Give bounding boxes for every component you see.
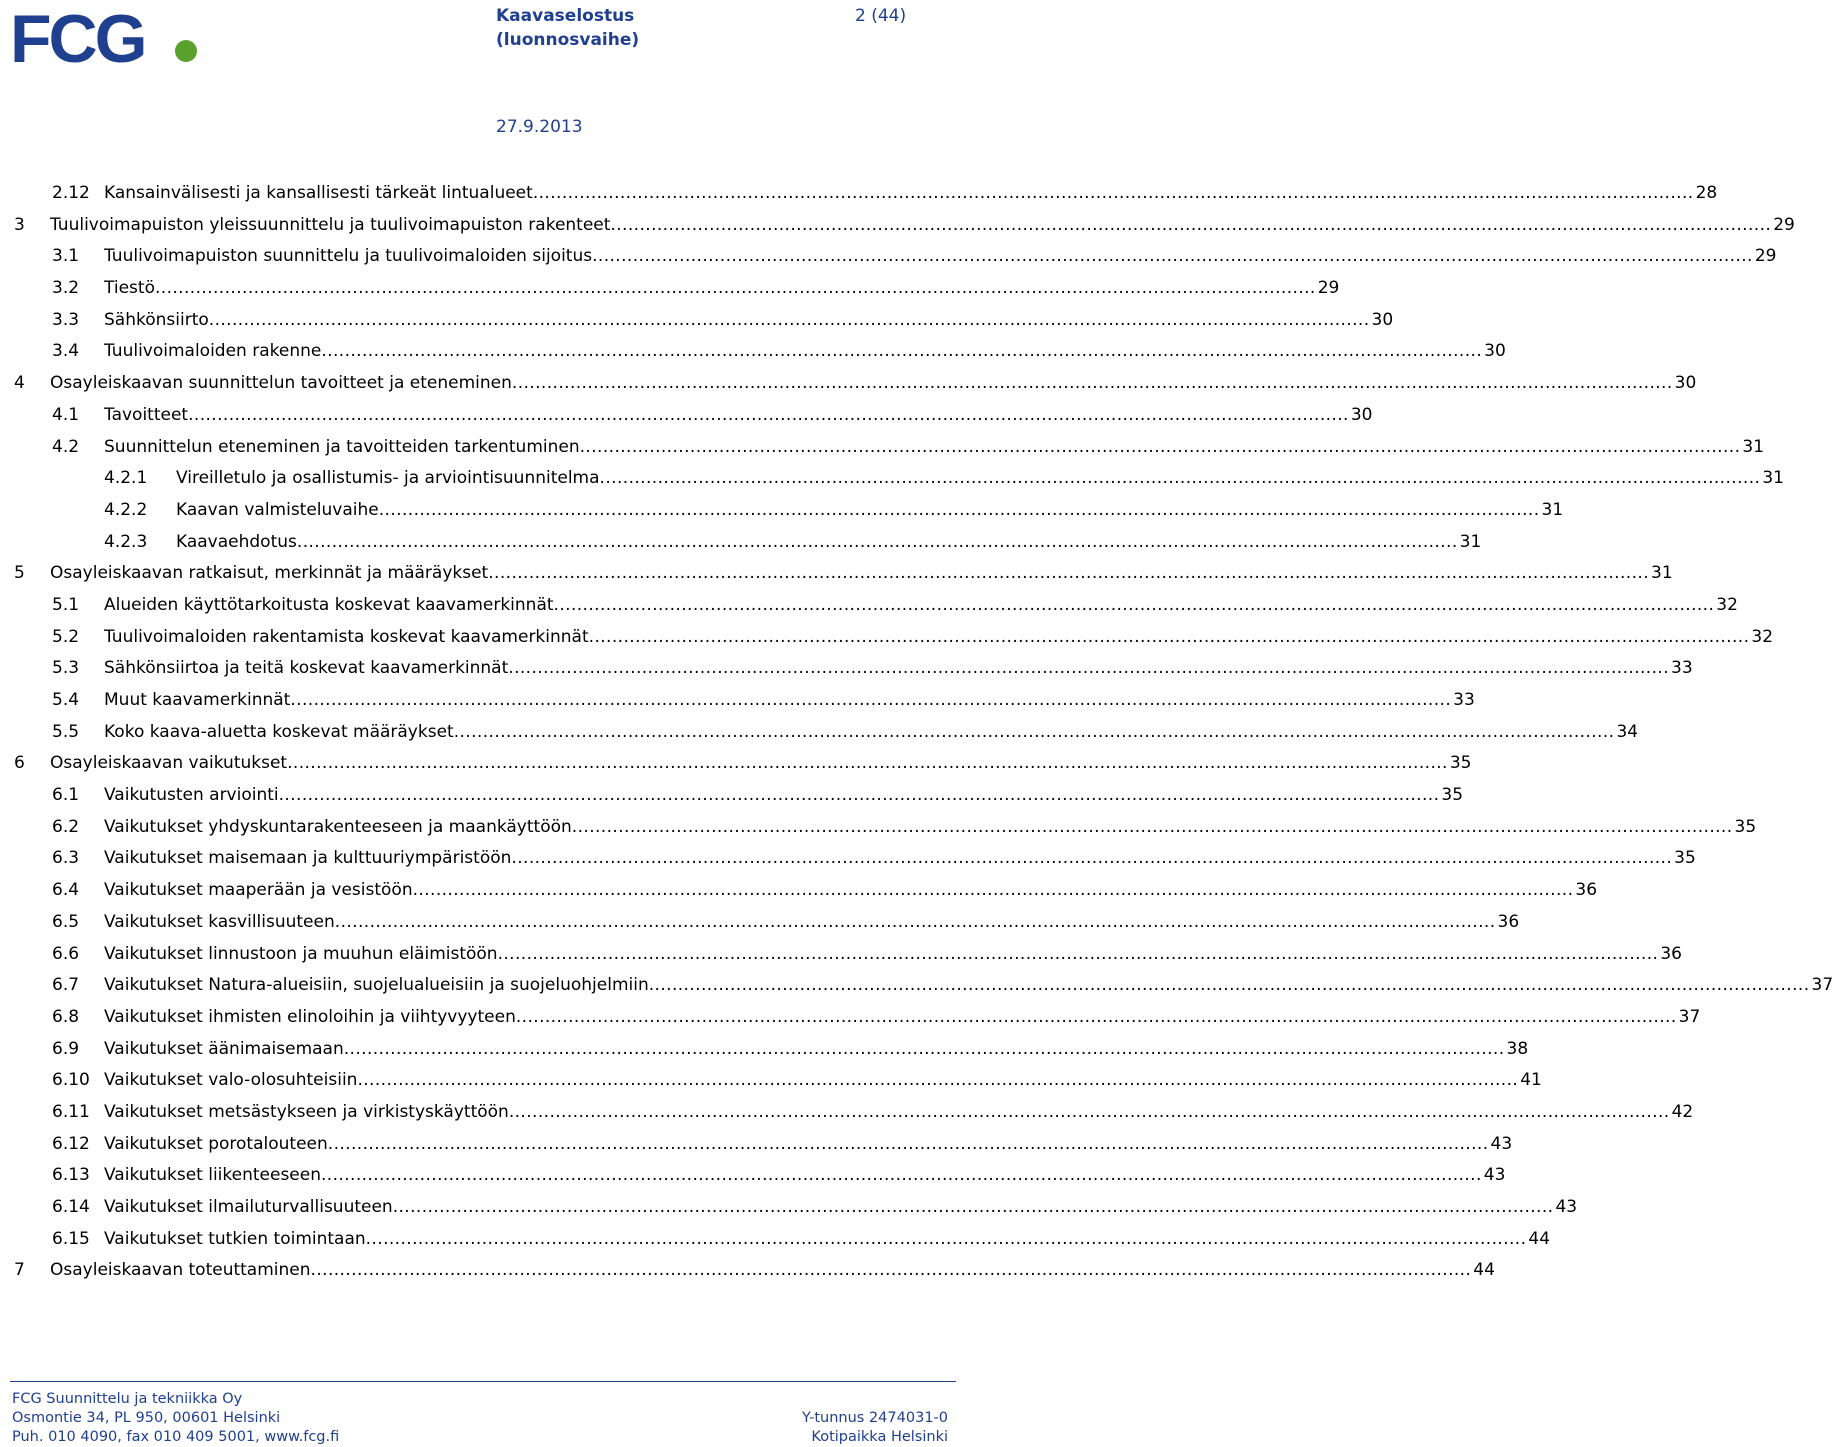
toc-entry-title: Sähkönsiirtoa ja teitä koskevat kaavamerkinnät <box>104 655 508 681</box>
toc-leader-dots: ........................................................................................................................................................................................................ <box>554 592 1715 618</box>
page-number: 2 (44) <box>855 6 906 26</box>
toc-entry-title: Vaikutukset tutkien toimintaan <box>104 1226 366 1252</box>
toc-leader-dots: ........................................................................................................................................................................................................ <box>357 1067 1518 1093</box>
toc-entry-page: 34 <box>1614 719 1638 745</box>
toc-entry-title: Tavoitteet <box>104 402 188 428</box>
toc-leader-dots: ........................................................................................................................................................................................................ <box>511 845 1672 871</box>
toc-entry-title: Vaikutukset liikenteeseen <box>104 1162 321 1188</box>
toc-entry-title: Vaikutukset äänimaisemaan <box>104 1036 344 1062</box>
toc-entry[interactable] <box>0 1131 960 1163</box>
toc-entry-number: 6.10 <box>52 1067 90 1093</box>
toc-leader-dots: ........................................................................................................................................................................................................ <box>321 338 1482 364</box>
toc-entry[interactable] <box>0 909 960 941</box>
toc-leader-dots: ........................................................................................................................................................................................................ <box>509 1099 1670 1125</box>
toc-entry[interactable] <box>0 1162 960 1194</box>
toc-entry-title: Vaikutusten arviointi <box>104 782 279 808</box>
toc-entry-number: 6.2 <box>52 814 79 840</box>
toc-entry-number: 5.5 <box>52 719 79 745</box>
toc-entry-page: 44 <box>1526 1226 1550 1252</box>
toc-leader-dots: ........................................................................................................................................................................................................ <box>413 877 1574 903</box>
footer <box>12 1390 948 1447</box>
toc-entry[interactable] <box>0 1226 960 1258</box>
toc-entry-title: Tuulivoimapuiston suunnittelu ja tuulivoimaloiden sijoitus <box>104 243 592 269</box>
toc-entry-title: Vaikutukset linnustoon ja muuhun eläimistöön <box>104 941 498 967</box>
toc-entry-number: 6.6 <box>52 941 79 967</box>
document-date: 27.9.2013 <box>496 117 583 137</box>
toc-entry-number: 6 <box>14 750 25 776</box>
toc-leader-dots: ........................................................................................................................................................................................................ <box>311 1257 1472 1283</box>
toc-entry[interactable] <box>0 529 960 561</box>
table-of-contents <box>0 180 960 1289</box>
toc-leader-dots: ........................................................................................................................................................................................................ <box>279 782 1440 808</box>
toc-entry-title: Vaikutukset kasvillisuuteen <box>104 909 335 935</box>
toc-entry-page: 30 <box>1349 402 1373 428</box>
toc-leader-dots: ........................................................................................................................................................................................................ <box>454 719 1615 745</box>
toc-entry-page: 38 <box>1505 1036 1529 1062</box>
toc-entry[interactable] <box>0 845 960 877</box>
toc-entry-number: 6.12 <box>52 1131 90 1157</box>
toc-entry-title: Tuulivoimaloiden rakenne <box>104 338 321 364</box>
toc-entry-title: Kaavaehdotus <box>176 529 297 555</box>
footer-address: Osmontie 34, PL 950, 00601 Helsinki <box>12 1409 948 1428</box>
toc-leader-dots: ........................................................................................................................................................................................................ <box>516 1004 1677 1030</box>
toc-leader-dots: ........................................................................................................................................................................................................ <box>297 529 1458 555</box>
toc-entry[interactable] <box>0 719 960 751</box>
toc-entry-title: Osayleiskaavan suunnittelun tavoitteet ja eteneminen <box>50 370 512 396</box>
toc-entry-title: Vaikutukset porotalouteen <box>104 1131 328 1157</box>
toc-entry-title: Kaavan valmisteluvaihe <box>176 497 379 523</box>
toc-entry[interactable] <box>0 592 960 624</box>
toc-entry-page: 42 <box>1670 1099 1694 1125</box>
toc-entry-title: Osayleiskaavan vaikutukset <box>50 750 287 776</box>
toc-entry-title: Vireilletulo ja osallistumis- ja arviointisuunnitelma <box>176 465 600 491</box>
toc-entry-number: 6.3 <box>52 845 79 871</box>
toc-entry-page: 29 <box>1771 212 1795 238</box>
toc-entry[interactable] <box>0 624 960 656</box>
toc-leader-dots: ........................................................................................................................................................................................................ <box>366 1226 1527 1252</box>
toc-entry-title: Suunnittelun eteneminen ja tavoitteiden tarkentuminen <box>104 434 580 460</box>
toc-entry-page: 28 <box>1694 180 1718 206</box>
toc-entry-page: 30 <box>1482 338 1506 364</box>
toc-entry-number: 2.12 <box>52 180 90 206</box>
toc-entry-page: 37 <box>1677 1004 1701 1030</box>
toc-entry-title: Vaikutukset ilmailuturvallisuuteen <box>104 1194 393 1220</box>
toc-leader-dots: ........................................................................................................................................................................................................ <box>488 560 1649 586</box>
toc-entry[interactable] <box>0 782 960 814</box>
toc-entry[interactable] <box>0 434 960 466</box>
toc-entry[interactable] <box>0 972 960 1004</box>
toc-leader-dots: ........................................................................................................................................................................................................ <box>321 1162 1482 1188</box>
toc-entry-number: 5.2 <box>52 624 79 650</box>
toc-leader-dots: ........................................................................................................................................................................................................ <box>580 434 1741 460</box>
toc-entry[interactable] <box>0 560 960 592</box>
toc-leader-dots: ........................................................................................................................................................................................................ <box>188 402 1349 428</box>
toc-entry[interactable] <box>0 655 960 687</box>
toc-entry[interactable] <box>0 941 960 973</box>
toc-entry-number: 4 <box>14 370 25 396</box>
toc-entry-page: 43 <box>1553 1194 1577 1220</box>
toc-entry-number: 5.4 <box>52 687 79 713</box>
toc-entry[interactable] <box>0 275 960 307</box>
toc-entry-page: 35 <box>1439 782 1463 808</box>
toc-entry-title: Vaikutukset ihmisten elinoloihin ja viihtyvyyteen <box>104 1004 516 1030</box>
toc-entry-title: Tiestö <box>104 275 155 301</box>
toc-leader-dots: ........................................................................................................................................................................................................ <box>533 180 1694 206</box>
toc-entry-page: 33 <box>1451 687 1475 713</box>
logo-dot-icon <box>175 40 197 62</box>
toc-entry-page: 31 <box>1760 465 1784 491</box>
toc-entry-number: 6.13 <box>52 1162 90 1188</box>
toc-entry[interactable] <box>0 1194 960 1226</box>
toc-entry-number: 4.2.2 <box>104 497 147 523</box>
toc-entry-page: 41 <box>1518 1067 1542 1093</box>
toc-entry[interactable] <box>0 465 960 497</box>
footer-company: FCG Suunnittelu ja tekniikka Oy <box>12 1390 948 1409</box>
footer-divider <box>10 1381 956 1382</box>
toc-entry-title: Vaikutukset yhdyskuntarakenteeseen ja maankäyttöön <box>104 814 572 840</box>
toc-entry-number: 5.1 <box>52 592 79 618</box>
toc-entry[interactable] <box>0 814 960 846</box>
toc-entry-number: 7 <box>14 1257 25 1283</box>
toc-leader-dots: ........................................................................................................................................................................................................ <box>572 814 1733 840</box>
toc-leader-dots: ........................................................................................................................................................................................................ <box>328 1131 1489 1157</box>
toc-leader-dots: ........................................................................................................................................................................................................ <box>287 750 1448 776</box>
toc-leader-dots: ........................................................................................................................................................................................................ <box>344 1036 1505 1062</box>
toc-leader-dots: ........................................................................................................................................................................................................ <box>512 370 1673 396</box>
toc-entry[interactable] <box>0 687 960 719</box>
toc-entry-page: 31 <box>1649 560 1673 586</box>
toc-leader-dots: ........................................................................................................................................................................................................ <box>155 275 1316 301</box>
toc-leader-dots: ........................................................................................................................................................................................................ <box>393 1194 1554 1220</box>
toc-entry-number: 6.11 <box>52 1099 90 1125</box>
toc-entry-page: 31 <box>1540 497 1564 523</box>
logo-text: FCG <box>10 1 145 77</box>
toc-entry-number: 3.4 <box>52 338 79 364</box>
footer-domicile: Kotipaikka Helsinki <box>811 1428 948 1447</box>
toc-entry-title: Vaikutukset Natura-alueisiin, suojelualueisiin ja suojeluohjelmiin <box>104 972 649 998</box>
toc-entry[interactable] <box>0 180 960 212</box>
toc-entry-title: Kansainvälisesti ja kansallisesti tärkeät lintualueet <box>104 180 533 206</box>
toc-leader-dots: ........................................................................................................................................................................................................ <box>290 687 1451 713</box>
toc-entry-page: 32 <box>1749 624 1773 650</box>
toc-entry[interactable] <box>0 212 960 244</box>
toc-leader-dots: ........................................................................................................................................................................................................ <box>589 624 1750 650</box>
toc-leader-dots: ........................................................................................................................................................................................................ <box>498 941 1659 967</box>
toc-entry-page: 31 <box>1740 434 1764 460</box>
toc-entry[interactable] <box>0 750 960 782</box>
toc-entry-number: 6.14 <box>52 1194 90 1220</box>
document-status: (luonnosvaihe) <box>496 30 639 50</box>
toc-leader-dots: ........................................................................................................................................................................................................ <box>592 243 1753 269</box>
toc-entry-number: 6.7 <box>52 972 79 998</box>
document-title: Kaavaselostus <box>496 6 634 26</box>
toc-entry-number: 6.5 <box>52 909 79 935</box>
toc-leader-dots: ........................................................................................................................................................................................................ <box>335 909 1496 935</box>
toc-leader-dots: ........................................................................................................................................................................................................ <box>600 465 1761 491</box>
toc-entry[interactable] <box>0 402 960 434</box>
toc-entry-title: Vaikutukset maisemaan ja kulttuuriympäristöön <box>104 845 511 871</box>
toc-entry[interactable] <box>0 1036 960 1068</box>
toc-entry-number: 3 <box>14 212 25 238</box>
toc-entry-title: Muut kaavamerkinnät <box>104 687 290 713</box>
toc-entry-page: 32 <box>1714 592 1738 618</box>
toc-leader-dots: ........................................................................................................................................................................................................ <box>209 307 1370 333</box>
toc-entry[interactable] <box>0 497 960 529</box>
toc-entry-title: Koko kaava-aluetta koskevat määräykset <box>104 719 454 745</box>
toc-entry-page: 36 <box>1496 909 1520 935</box>
toc-entry[interactable] <box>0 243 960 275</box>
toc-leader-dots: ........................................................................................................................................................................................................ <box>649 972 1810 998</box>
toc-entry-title: Vaikutukset valo-olosuhteisiin <box>104 1067 357 1093</box>
toc-entry-number: 3.2 <box>52 275 79 301</box>
toc-entry-number: 3.1 <box>52 243 79 269</box>
toc-entry-page: 43 <box>1482 1162 1506 1188</box>
toc-entry-title: Alueiden käyttötarkoitusta koskevat kaavamerkinnät <box>104 592 554 618</box>
toc-entry-title: Sähkönsiirto <box>104 307 209 333</box>
toc-leader-dots: ........................................................................................................................................................................................................ <box>610 212 1771 238</box>
toc-entry-page: 29 <box>1316 275 1340 301</box>
toc-entry-title: Tuulivoimaloiden rakentamista koskevat kaavamerkinnät <box>104 624 589 650</box>
toc-entry[interactable] <box>0 877 960 909</box>
toc-entry-page: 44 <box>1471 1257 1495 1283</box>
toc-entry[interactable] <box>0 370 960 402</box>
toc-entry-number: 4.2 <box>52 434 79 460</box>
toc-entry-title: Vaikutukset maaperään ja vesistöön <box>104 877 413 903</box>
toc-entry-number: 6.15 <box>52 1226 90 1252</box>
toc-entry-number: 3.3 <box>52 307 79 333</box>
footer-phone: Puh. 010 4090, fax 010 409 5001, www.fcg.fi <box>12 1428 948 1447</box>
toc-entry[interactable] <box>0 1004 960 1036</box>
toc-entry-number: 5.3 <box>52 655 79 681</box>
toc-entry-page: 37 <box>1810 972 1833 998</box>
toc-entry-page: 29 <box>1753 243 1777 269</box>
toc-entry-page: 31 <box>1458 529 1482 555</box>
toc-entry-number: 4.2.3 <box>104 529 147 555</box>
toc-entry-number: 6.1 <box>52 782 79 808</box>
toc-entry-page: 36 <box>1573 877 1597 903</box>
toc-leader-dots: ........................................................................................................................................................................................................ <box>508 655 1669 681</box>
toc-entry-number: 6.9 <box>52 1036 79 1062</box>
toc-entry[interactable] <box>0 338 960 370</box>
toc-entry-title: Osayleiskaavan toteuttaminen <box>50 1257 311 1283</box>
footer-business-id: Y-tunnus 2474031-0 <box>802 1409 948 1428</box>
toc-entry-number: 4.1 <box>52 402 79 428</box>
toc-entry-page: 36 <box>1658 941 1682 967</box>
toc-entry-number: 6.4 <box>52 877 79 903</box>
toc-entry-number: 4.2.1 <box>104 465 147 491</box>
toc-entry[interactable] <box>0 1257 960 1289</box>
toc-entry-page: 30 <box>1370 307 1394 333</box>
toc-entry-title: Tuulivoimapuiston yleissuunnittelu ja tuulivoimapuiston rakenteet <box>50 212 610 238</box>
toc-entry-page: 33 <box>1669 655 1693 681</box>
toc-entry[interactable] <box>0 1099 960 1131</box>
toc-entry[interactable] <box>0 1067 960 1099</box>
toc-entry-page: 35 <box>1733 814 1757 840</box>
toc-entry-page: 30 <box>1673 370 1697 396</box>
toc-entry-page: 35 <box>1672 845 1696 871</box>
toc-entry-number: 5 <box>14 560 25 586</box>
toc-entry-title: Osayleiskaavan ratkaisut, merkinnät ja määräykset <box>50 560 488 586</box>
toc-entry-title: Vaikutukset metsästykseen ja virkistyskäyttöön <box>104 1099 509 1125</box>
toc-entry-page: 35 <box>1448 750 1472 776</box>
toc-entry[interactable] <box>0 307 960 339</box>
toc-leader-dots: ........................................................................................................................................................................................................ <box>379 497 1540 523</box>
toc-entry-number: 6.8 <box>52 1004 79 1030</box>
fcg-logo <box>8 4 208 70</box>
toc-entry-page: 43 <box>1489 1131 1513 1157</box>
